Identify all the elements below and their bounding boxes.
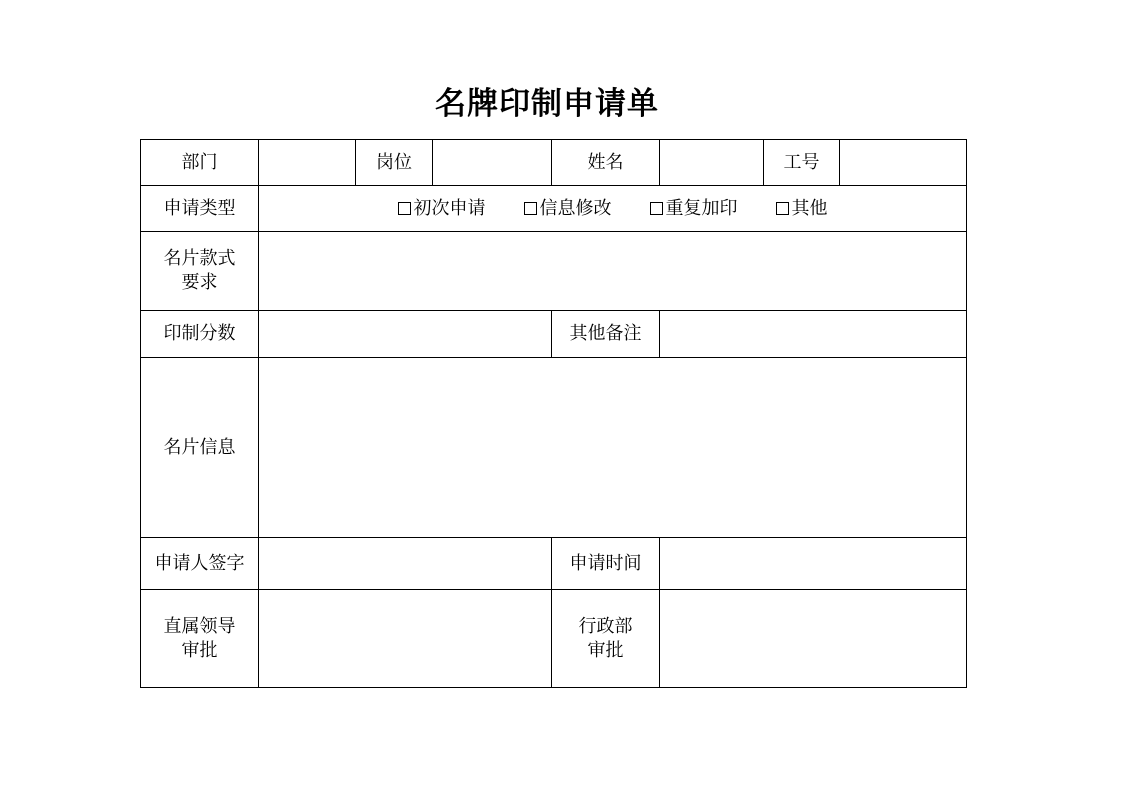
name-label: 姓名 <box>552 140 660 186</box>
admin-approval-label <box>552 590 660 688</box>
print-copies-label: 印制分数 <box>141 311 259 358</box>
option-info-modification[interactable] <box>524 197 612 221</box>
card-info-field[interactable] <box>259 358 967 538</box>
approval-row <box>141 590 967 688</box>
application-type-label: 申请类型 <box>141 186 259 232</box>
card-info-label: 名片信息 <box>141 358 259 538</box>
other-remarks-field[interactable] <box>660 311 967 358</box>
application-type-options <box>259 186 967 232</box>
copies-remarks-row <box>141 311 967 358</box>
employee-id-label: 工号 <box>764 140 840 186</box>
admin-approval-field[interactable] <box>660 590 967 688</box>
checkbox-icon[interactable] <box>650 202 663 215</box>
admin-approval-label-line2: 审批 <box>587 639 624 661</box>
checkbox-icon[interactable] <box>398 202 411 215</box>
option-label: 信息修改 <box>539 197 612 219</box>
basic-info-row <box>141 140 967 186</box>
option-label: 其他 <box>791 197 828 219</box>
leader-approval-field[interactable] <box>259 590 552 688</box>
card-style-label-line2: 要求 <box>181 272 218 293</box>
signature-time-row <box>141 538 967 590</box>
department-label: 部门 <box>141 140 259 186</box>
option-label: 初次申请 <box>413 197 486 219</box>
leader-approval-label-line2: 审批 <box>181 639 218 661</box>
checkbox-icon[interactable] <box>776 202 789 215</box>
applicant-signature-field[interactable] <box>259 538 552 590</box>
option-reprint[interactable] <box>650 197 738 221</box>
admin-approval-label-line1: 行政部 <box>578 615 633 637</box>
name-field[interactable] <box>660 140 764 186</box>
card-style-label <box>141 232 259 311</box>
application-type-row <box>141 186 967 232</box>
applicant-signature-label: 申请人签字 <box>141 538 259 590</box>
application-form-table <box>140 139 967 688</box>
option-label: 重复加印 <box>665 197 738 219</box>
card-style-field[interactable] <box>259 232 967 311</box>
leader-approval-label-line1: 直属领导 <box>163 615 236 637</box>
option-other[interactable] <box>776 197 828 221</box>
position-field[interactable] <box>433 140 552 186</box>
application-time-field[interactable] <box>660 538 967 590</box>
leader-approval-label <box>141 590 259 688</box>
print-copies-field[interactable] <box>259 311 552 358</box>
card-style-row <box>141 232 967 311</box>
application-time-label: 申请时间 <box>552 538 660 590</box>
employee-id-field[interactable] <box>840 140 967 186</box>
form-title: 名牌印制申请单 <box>435 86 659 122</box>
card-info-row <box>141 358 967 538</box>
other-remarks-label: 其他备注 <box>552 311 660 358</box>
position-label: 岗位 <box>356 140 433 186</box>
option-first-application[interactable] <box>398 197 486 221</box>
department-field[interactable] <box>259 140 356 186</box>
checkbox-icon[interactable] <box>524 202 537 215</box>
card-style-label-line1: 名片款式 <box>163 248 236 269</box>
